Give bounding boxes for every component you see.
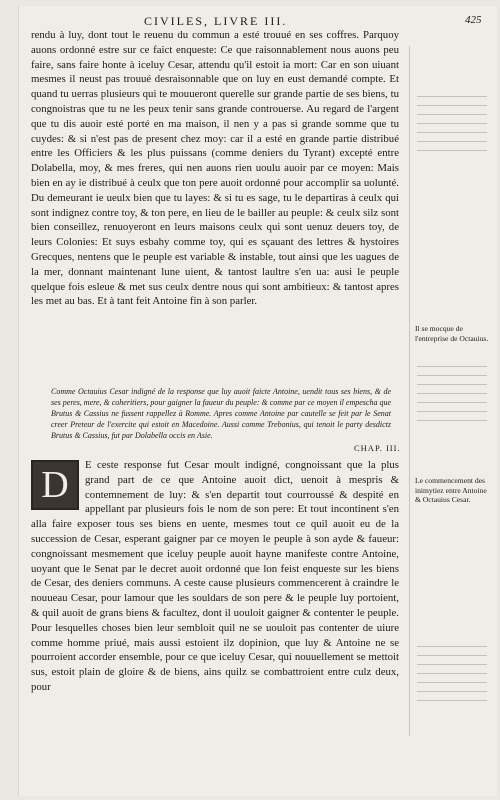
paragraph: E ceste response fut Cesar moult indigné, congnoissant que la plus grand part de ce que Antoine auoit dict, uenoit à mespris & contemnement de luy: & s'en departit tout courroussé & despité en appellant par plusieurs fois le nom de son pere: Et tout incontinent s'en alla faire exposer tous ses biens en uente, mesmes tout ce quil auoit eu de la succession de Cesar, esperant gaigner par ce moyen le peuple à son ayde & faueur: congnoissant mesmement que iceluy peuple auoit hayne manifeste contre Antoine, uoyant que le Senat par le decret auoit ordonné que lon feist enqueste sur les biens de Cesar, des deniers communs. A ceste cause plusieurs commencerent à craindre le nouueau Cesar, pour lamour que les souldars de son pere & le peuple luy portoient, & quil auoit de grans biens & facultez, dont il uouloit gaigner & contenter le peuple. Pour lesquelles choses bien leur sembloit quil ne se uouloit pas contenter de uiure comme homme priué, mais aussi estoient ilz dopinion, que luy & Antoine ne se pourroient accorder ensemble, pour ce que iceluy Cesar, qui nouuellement se mettoit sus, estoit plain de gloire & de biens, ains quilz se combattroient entre culz deux, pour xyxy=(31,459,399,693)
running-head: CIVILES, LIVRE III. xyxy=(144,14,288,28)
margin-rule xyxy=(409,46,410,736)
show-through xyxy=(417,366,487,426)
show-through xyxy=(417,646,487,706)
book-page xyxy=(18,6,497,796)
drop-cap: D xyxy=(31,460,79,510)
show-through xyxy=(417,96,487,156)
body-text-top xyxy=(31,28,399,309)
margin-note: Il se mocque de l'entreprise de Octauius. xyxy=(415,324,489,343)
chapter-argument: Comme Octauius Cesar indigné de la response que luy auoit faicte Antoine, uendit tous ses biens, & de ses peres, mere, & coheritiers, pour gaigner la faueur du peuple: & comme par ce moyen il empescha que Brutus & Cassius ne fussent rappellez à Romme. Apres comme Antoine par cautelle se feit par le Senat creer Preteur de l'exercite qui estoit en Macedoine. Aussi comme Trebonius, qui tenoit le party desdictz Brutus & Cassius, fut par Dolabella occis en Asie. xyxy=(51,387,391,440)
chapter-heading: CHAP. III. xyxy=(354,443,401,453)
body-text-bottom xyxy=(31,458,399,695)
page-number: 425 xyxy=(465,14,482,26)
paragraph: rendu à luy, dont tout le reuenu du commun a esté trouué en ses coffres. Parquoy auons ordonné estre sur ce faict enqueste: Ce que raisonnablement nous auons peu faire, sans faire honte à iceluy Cesar, attendu qu'il estoit ia mort: Car en son uiuant mesmes il neust pas trouué desraisonnable que on luy en eust demandé compte. Et quand tu uerras plusieurs qui te mouueront querelle sur grande partie de ses biens, tu congnoistras que tu ne les peux tenir sans grande controuerse. Au regard de l'argent que tu dis auoir esté porté en ma maison, il nen y a pas si grande somme que tu cuydes: & si n'est pas de present chez moy: car il a esté en grande partie distribué entre les Officiers & les plus puissans (comme deniers du Tyrant) excepté entre Dolabella, moy, & mes freres, qui nen auons rien uoulu auoir par ce moyen: Mais bien en ay ie distribué à ceulx que ton pere auoit ordonné pour accomplir sa uolunté. Du demeurant ie ueulx bien que tu layes: & si tu es sage, tu le departiras à ceulx qui sont indignez contre toy, & ton pere, en lieu de le bailler au peuple: & ceulx silz sont bien conseillez, renuoyeront en leurs maisons ceulx qui sont uenuz deuers toy, de leurs Colonies: Et suys esbahy comme toy, qui es sçauant des lettres & hystoires Grecques, nentens que le peuple est variable & instable, tout ainsi que les uagues de la mer, donnant maintenant lune uient, & tantost laultre s'en ua: ausi le peuple quelque fois esleue & met sus ceulx dentre nous qui sont ambitieux: & tantost apres les met au bas. Et à tant feit Antoine fin à son parler. xyxy=(31,29,399,308)
margin-note: Le commencement des inimytiez entre Antoine & Octauius Cesar. xyxy=(415,476,487,505)
